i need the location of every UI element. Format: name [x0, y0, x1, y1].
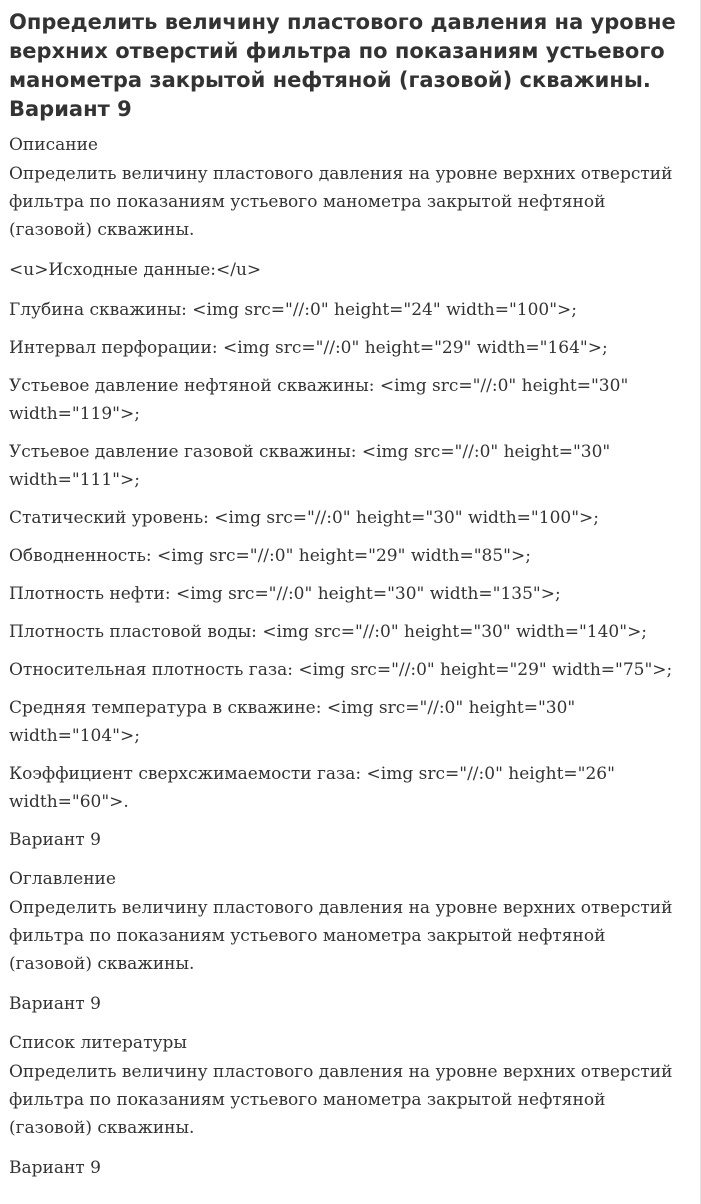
contents-variant: Вариант 9	[9, 994, 101, 1014]
param-perforation-interval: Интервал перфорации: <img src="//:0" height="29" width="164">;	[9, 338, 608, 358]
description-text: Определить величину пластового давления на уровне верхних отверстий фильтра по показаниям устьевого манометра закрытой нефтяной (газовой) скважины.	[9, 164, 673, 240]
contents-section	[9, 866, 691, 1018]
references-section	[9, 1030, 691, 1182]
param-gas-wellhead-pressure: Устьевое давление газовой скважины: <img src="//:0" height="30" width="111">;	[9, 442, 611, 490]
references-heading: Список литературы	[9, 1033, 187, 1053]
param-water-density: Плотность пластовой воды: <img src="//:0" height="30" width="140">;	[9, 622, 648, 642]
description-section	[9, 132, 691, 854]
param-oil-density: Плотность нефти: <img src="//:0" height="30" width="135">;	[9, 584, 561, 604]
description-variant: Вариант 9	[9, 830, 101, 850]
references-text: Определить величину пластового давления на уровне верхних отверстий фильтра по показаниям устьевого манометра закрытой нефтяной (газовой) скважины.	[9, 1062, 673, 1138]
param-static-level: Статический уровень: <img src="//:0" height="30" width="100">;	[9, 508, 599, 528]
description-heading: Описание	[9, 135, 98, 155]
param-gas-compressibility: Коэффициент сверхсжимаемости газа: <img src="//:0" height="26" width="60">.	[9, 764, 615, 812]
param-well-depth: Глубина скважины: <img src="//:0" height="24" width="100">;	[9, 300, 578, 320]
references-variant: Вариант 9	[9, 1158, 101, 1178]
contents-text: Определить величину пластового давления на уровне верхних отверстий фильтра по показаниям устьевого манометра закрытой нефтяной (газовой) скважины.	[9, 898, 673, 974]
param-gas-relative-density: Относительная плотность газа: <img src="//:0" height="29" width="75">;	[9, 660, 673, 680]
param-water-cut: Обводненность: <img src="//:0" height="29" width="85">;	[9, 546, 531, 566]
parameters-list	[9, 296, 691, 816]
param-oil-wellhead-pressure: Устьевое давление нефтяной скважины: <img src="//:0" height="30" width="119">;	[9, 376, 629, 424]
page-title: Определить величину пластового давления на уровне верхних отверстий фильтра по показаниям устьевого манометра закрытой нефтяной (газовой) скважины. Вариант 9	[9, 10, 676, 121]
source-data-header: <u>Исходные данные:</u>	[9, 260, 262, 280]
param-average-temperature: Средняя температура в скважине: <img src="//:0" height="30" width="104">;	[9, 698, 576, 746]
contents-heading: Оглавление	[9, 869, 116, 889]
